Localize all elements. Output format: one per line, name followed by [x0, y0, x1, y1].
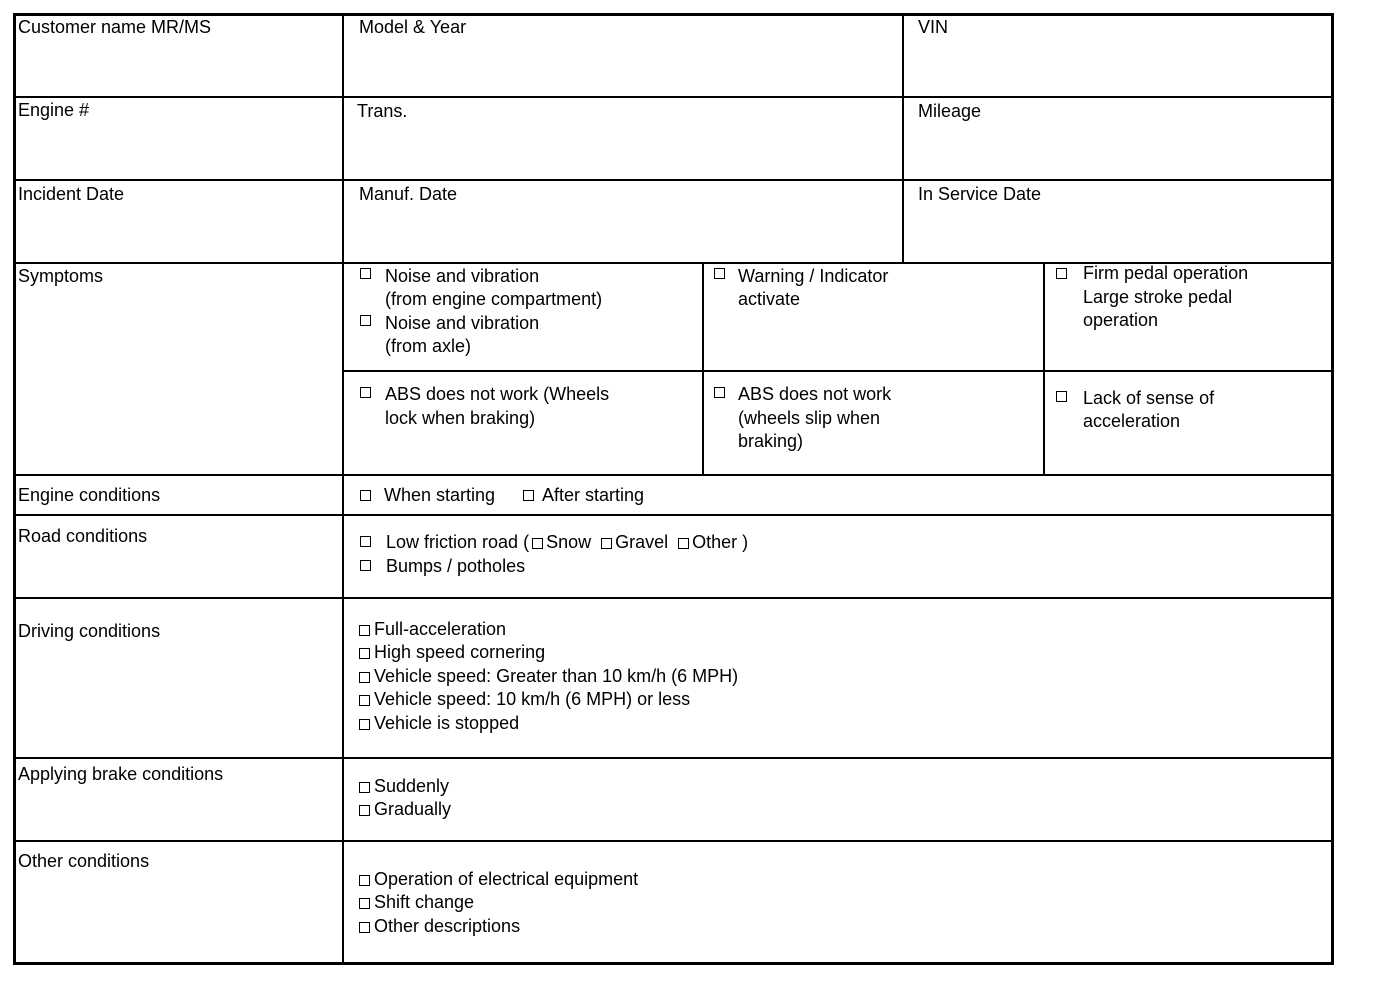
electrical-equipment-checkbox[interactable] [359, 875, 370, 886]
lack-acceleration-label: Lack of sense of [1083, 388, 1215, 408]
pedal-operation-label-3: operation [1083, 310, 1159, 330]
bumps-potholes-label: Bumps / potholes [386, 556, 526, 576]
row-divider [13, 597, 1334, 599]
speed-greater-label: Vehicle speed: Greater than 10 km/h (6 MPH) [374, 666, 739, 686]
model-year-label: Model & Year [359, 17, 467, 37]
row-divider [13, 96, 1334, 98]
driving-option[interactable] [359, 641, 545, 665]
gradually-checkbox[interactable] [359, 805, 370, 816]
low-friction-road-checkbox[interactable] [360, 536, 371, 547]
row-divider [13, 757, 1334, 759]
pedal-operation-checkbox[interactable] [1056, 268, 1067, 279]
symptoms-label: Symptoms [18, 266, 104, 286]
abs-slip-label-2: (wheels slip when [738, 408, 881, 428]
row-divider [13, 514, 1334, 516]
speed-greater-checkbox[interactable] [359, 672, 370, 683]
row-divider [13, 840, 1334, 842]
noise-axle-label: Noise and vibration [385, 313, 540, 333]
suddenly-checkbox[interactable] [359, 782, 370, 793]
noise-axle-label-2: (from axle) [385, 336, 472, 356]
vin-label: VIN [918, 17, 949, 37]
driving-option[interactable] [359, 688, 690, 712]
driving-conditions-label: Driving conditions [18, 621, 161, 641]
column-divider [342, 13, 344, 965]
speed-less-label: Vehicle speed: 10 km/h (6 MPH) or less [374, 689, 691, 709]
warning-indicator-label: Warning / Indicator [738, 266, 889, 286]
after-starting-label: After starting [542, 485, 645, 505]
column-divider [702, 262, 704, 475]
suddenly-label: Suddenly [374, 776, 450, 796]
driving-option[interactable] [359, 618, 506, 642]
row-divider [13, 474, 1334, 476]
speed-less-checkbox[interactable] [359, 695, 370, 706]
other-option[interactable] [359, 891, 474, 915]
in-service-date-label: In Service Date [918, 184, 1042, 204]
other-conditions-label: Other conditions [18, 851, 150, 871]
abs-slip-label-3: braking) [738, 431, 804, 451]
mileage-label: Mileage [918, 101, 982, 121]
manuf-date-label: Manuf. Date [359, 184, 458, 204]
abs-lock-checkbox[interactable] [360, 387, 371, 398]
other-option[interactable] [359, 915, 520, 939]
vehicle-stopped-checkbox[interactable] [359, 719, 370, 730]
gravel-checkbox[interactable] [601, 538, 612, 549]
lack-acceleration-checkbox[interactable] [1056, 391, 1067, 402]
column-divider [1043, 262, 1045, 475]
incident-date-label: Incident Date [18, 184, 125, 204]
row-divider [343, 370, 1334, 372]
low-friction-road-label: Low friction road ( [386, 532, 530, 552]
high-speed-cornering-label: High speed cornering [374, 642, 546, 662]
engine-conditions-label: Engine conditions [18, 485, 161, 505]
electrical-equipment-label: Operation of electrical equipment [374, 869, 639, 889]
noise-engine-checkbox[interactable] [360, 268, 371, 279]
warning-indicator-label-2: activate [738, 289, 801, 309]
row-divider [13, 179, 1334, 181]
column-divider [902, 13, 904, 263]
bumps-potholes-checkbox[interactable] [360, 560, 371, 571]
abs-lock-label-2: lock when braking) [385, 408, 536, 428]
driving-option[interactable] [359, 665, 738, 689]
shift-change-label: Shift change [374, 892, 475, 912]
engine-number-label: Engine # [18, 100, 90, 120]
when-starting-label: When starting [384, 485, 496, 505]
full-acceleration-label: Full-acceleration [374, 619, 507, 639]
abs-lock-label: ABS does not work (Wheels [385, 384, 610, 404]
brake-conditions-label: Applying brake conditions [18, 764, 224, 784]
low-friction-road-row [386, 531, 748, 555]
noise-engine-label: Noise and vibration [385, 266, 540, 286]
high-speed-cornering-checkbox[interactable] [359, 648, 370, 659]
driving-option[interactable] [359, 712, 519, 736]
road-conditions-label: Road conditions [18, 526, 148, 546]
pedal-operation-label-2: Large stroke pedal [1083, 287, 1233, 307]
abs-slip-label: ABS does not work [738, 384, 892, 404]
full-acceleration-checkbox[interactable] [359, 625, 370, 636]
trans-label: Trans. [357, 101, 408, 121]
other-option[interactable] [359, 868, 638, 892]
lack-acceleration-label-2: acceleration [1083, 411, 1181, 431]
snow-checkbox[interactable] [532, 538, 543, 549]
pedal-operation-label: Firm pedal operation [1083, 263, 1249, 283]
after-starting-checkbox[interactable] [523, 490, 534, 501]
customer-questionnaire-form [13, 13, 1334, 965]
vehicle-stopped-label: Vehicle is stopped [374, 713, 520, 733]
other-descriptions-label: Other descriptions [374, 916, 521, 936]
snow-label: Snow [546, 532, 592, 552]
brake-option[interactable] [359, 775, 449, 799]
brake-option[interactable] [359, 798, 451, 822]
other-road-label: Other ) [692, 532, 749, 552]
other-descriptions-checkbox[interactable] [359, 922, 370, 933]
when-starting-checkbox[interactable] [360, 490, 371, 501]
gradually-label: Gradually [374, 799, 452, 819]
abs-slip-checkbox[interactable] [714, 387, 725, 398]
noise-axle-checkbox[interactable] [360, 315, 371, 326]
other-road-checkbox[interactable] [678, 538, 689, 549]
shift-change-checkbox[interactable] [359, 898, 370, 909]
gravel-label: Gravel [615, 532, 669, 552]
customer-name-label: Customer name MR/MS [18, 17, 212, 37]
warning-indicator-checkbox[interactable] [714, 268, 725, 279]
noise-engine-label-2: (from engine compartment) [385, 289, 603, 309]
